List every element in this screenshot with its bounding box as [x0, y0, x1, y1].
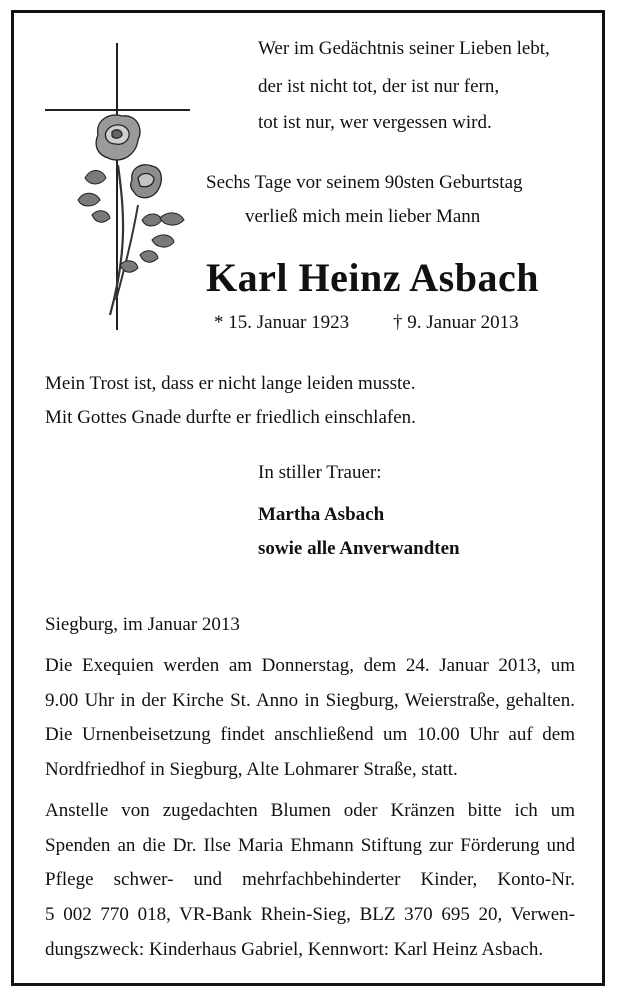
donation-line: 5 002 770 018, VR-Bank Rhein-Sieg, BLZ 370 695 20, Verwen- — [45, 904, 575, 925]
mourners-heading: In stiller Trauer: — [258, 462, 382, 483]
motto-line: der ist nicht tot, der ist nur fern, — [258, 76, 500, 97]
motto-line: tot ist nur, wer vergessen wird. — [258, 112, 492, 133]
donation-line: Spenden an die Dr. Ilse Maria Ehmann Stiftung zur Förderung und — [45, 835, 575, 856]
mourner-name: sowie alle Anverwandten — [258, 538, 460, 559]
donation-line: Anstelle von zugedachten Blumen oder Kränzen bitte ich um — [45, 800, 575, 821]
place-date: Siegburg, im Januar 2013 — [45, 614, 240, 635]
comfort-line: Mit Gottes Gnade durfte er friedlich einschlafen. — [45, 407, 416, 428]
funeral-line: Nordfriedhof in Siegburg, Alte Lohmarer Straße, statt. — [45, 759, 458, 780]
motto-line: Wer im Gedächtnis seiner Lieben lebt, — [258, 38, 550, 59]
death-date: † 9. Januar 2013 — [393, 312, 519, 333]
funeral-line: Die Exequien werden am Donnerstag, dem 24. Januar 2013, um — [45, 655, 575, 676]
birth-date: * 15. Januar 1923 — [214, 312, 350, 333]
intro-line: verließ mich mein lieber Mann — [245, 206, 481, 227]
comfort-line: Mein Trost ist, dass er nicht lange leiden musste. — [45, 373, 416, 394]
cross-with-roses-icon — [40, 40, 200, 340]
deceased-name: Karl Heinz Asbach — [206, 255, 539, 300]
mourner-name: Martha Asbach — [258, 504, 385, 525]
funeral-line: Die Urnenbeisetzung findet anschließend um 10.00 Uhr auf dem — [45, 724, 575, 745]
donation-line: dungszweck: Kinderhaus Gabriel, Kennwort: Karl Heinz Asbach. — [45, 939, 544, 960]
donation-line: Pflege schwer- und mehrfachbehinderter Kinder, Konto-Nr. — [45, 869, 575, 890]
funeral-line: 9.00 Uhr in der Kirche St. Anno in Siegburg, Weierstraße, gehalten. — [45, 690, 575, 711]
intro-line: Sechs Tage vor seinem 90sten Geburtstag — [206, 172, 523, 193]
